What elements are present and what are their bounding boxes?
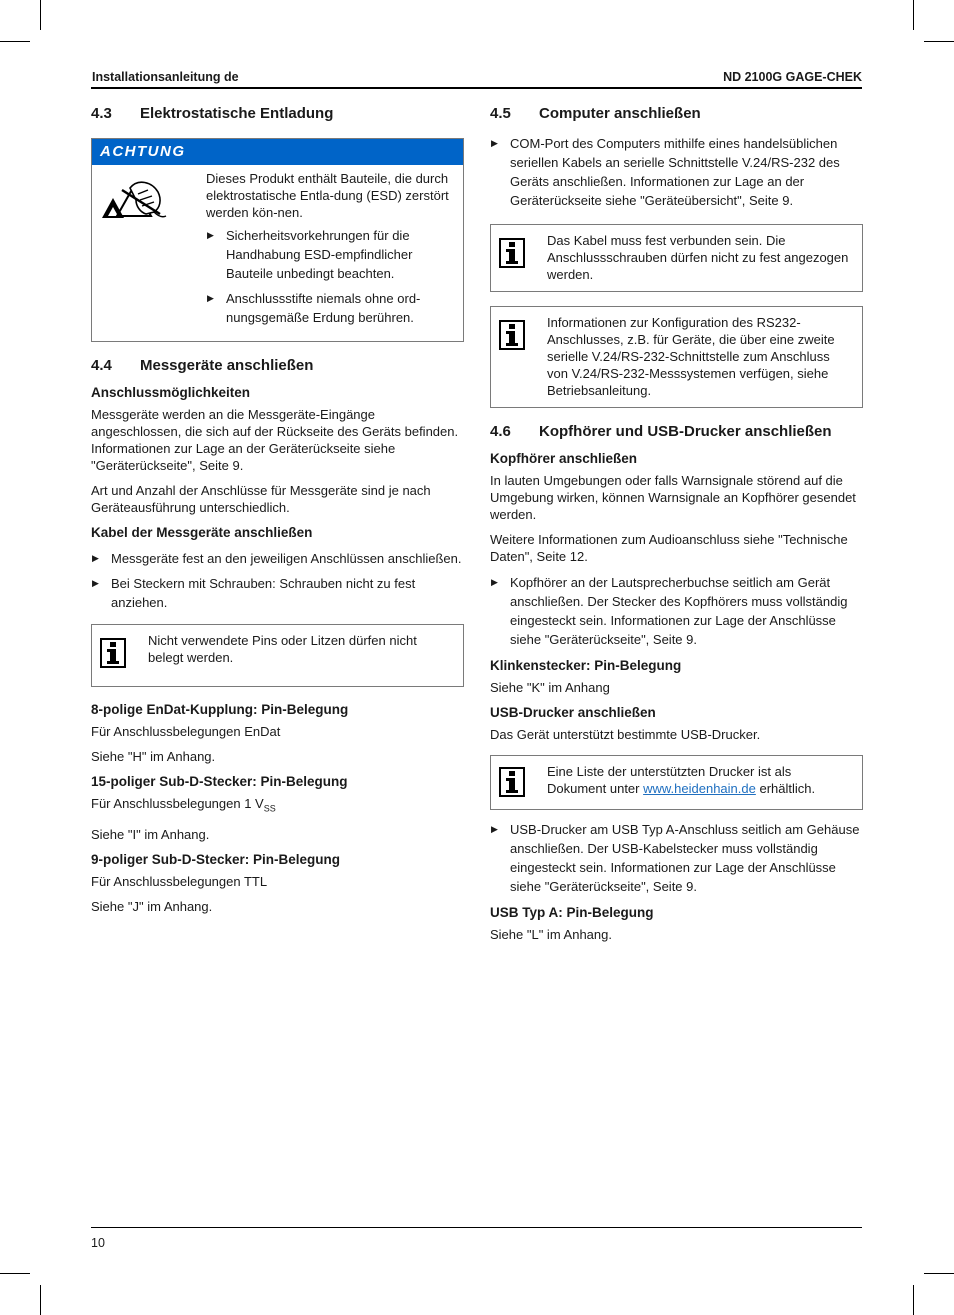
crop-mark bbox=[913, 0, 914, 30]
info-icon bbox=[499, 314, 547, 399]
section-number: 4.3 bbox=[91, 105, 112, 122]
list-item: ▶ COM-Port des Computers mithilfe eines handelsüblichen seriellen Kabels an serielle Schnittstelle V.24/RS-232 des Geräts anschließen. Informationen zur Lage an der Geräterückseite siehe "Geräteübersicht", Seite 9. bbox=[490, 134, 863, 210]
crop-mark bbox=[40, 0, 41, 30]
section-title: Elektrostatische Entladung bbox=[140, 105, 334, 122]
warning-text: Dieses Produkt enthält Bauteile, die durch elektrostatische Entla-dung (ESD) zerstört werden kön-nen. bbox=[206, 171, 449, 220]
header-product-name: ND 2100G GAGE-CHEK bbox=[723, 70, 862, 84]
info-icon bbox=[499, 232, 547, 283]
list-item: ▶ Bei Steckern mit Schrauben: Schrauben nicht zu fest anziehen. bbox=[91, 574, 464, 612]
section-number: 4.4 bbox=[91, 357, 112, 374]
crop-mark bbox=[924, 41, 954, 42]
paragraph: In lauten Umgebungen oder falls Warnsignale störend auf die Umgebung wirken, können Warnsignale an Kopfhörer gesendet werden. bbox=[490, 473, 856, 522]
esd-warning-icon bbox=[100, 170, 206, 333]
paragraph: Siehe "L" im Anhang. bbox=[490, 927, 612, 942]
subheading: USB Typ A: Pin-Belegung bbox=[490, 905, 654, 920]
left-column bbox=[91, 104, 464, 923]
info-text-part: Eine Liste der unterstützten Drucker ist als Dokument unter bbox=[547, 764, 792, 796]
list-item: ▶ Kopfhörer an der Lautsprecherbuchse seitlich am Gerät anschließen. Der Stecker des Kopfhörers muss vollständig eingesteckt sein. Informationen zur Lage der Anschlüsse siehe "Geräterückseite", Seite 9. bbox=[490, 573, 863, 649]
crop-mark bbox=[913, 1285, 914, 1315]
section-heading-4-3 bbox=[91, 104, 464, 124]
info-box bbox=[490, 306, 863, 408]
page-header bbox=[91, 68, 862, 89]
subscript: SS bbox=[263, 803, 276, 814]
page-number: 10 bbox=[91, 1236, 105, 1250]
section-heading-4-6 bbox=[490, 422, 863, 442]
info-text-part: erhältlich. bbox=[755, 781, 816, 796]
paragraph: Messgeräte werden an die Messgeräte-Eingänge angeschlossen, die sich auf der Rückseite des Geräts befinden. Informationen zur Lage an der Geräterückseite siehe "Geräterückseite", Seite 9. bbox=[91, 407, 459, 473]
info-icon bbox=[100, 632, 148, 678]
subheading: Kopfhörer anschließen bbox=[490, 451, 638, 466]
subheading: Kabel der Messgeräte anschließen bbox=[91, 525, 313, 540]
paragraph: Für Anschlussbelegungen TTL bbox=[91, 873, 268, 889]
paragraph: Für Anschlussbelegungen EnDat bbox=[91, 724, 281, 739]
subheading: Anschlussmöglichkeiten bbox=[91, 385, 251, 400]
section-title: Messgeräte anschließen bbox=[140, 357, 314, 374]
info-box bbox=[490, 755, 863, 810]
header-doc-title: Installationsanleitung de bbox=[92, 70, 239, 84]
crop-mark bbox=[40, 1285, 41, 1315]
section-heading-4-5 bbox=[490, 104, 863, 124]
right-column bbox=[490, 104, 863, 951]
heidenhain-link[interactable]: www.heidenhain.de bbox=[643, 781, 756, 796]
warning-box bbox=[91, 138, 464, 342]
info-box bbox=[91, 624, 464, 687]
info-icon bbox=[499, 763, 547, 801]
info-text bbox=[547, 763, 854, 801]
section-number: 4.6 bbox=[490, 423, 511, 440]
info-text: Das Kabel muss fest verbunden sein. Die Anschlussschrauben dürfen nicht zu fest angezogen werden. bbox=[547, 233, 849, 282]
subheading: 15-poliger Sub-D-Stecker: Pin-Belegung bbox=[91, 774, 348, 789]
warning-title: ACHTUNG bbox=[92, 139, 463, 165]
footer-divider bbox=[91, 1227, 862, 1228]
info-text: Nicht verwendete Pins oder Litzen dürfen nicht belegt werden. bbox=[148, 633, 417, 665]
paragraph: Siehe "I" im Anhang. bbox=[91, 826, 210, 842]
paragraph: Das Gerät unterstützt bestimmte USB-Drucker. bbox=[490, 727, 761, 742]
list-item: ▶ USB-Drucker am USB Typ A-Anschluss seitlich am Gehäuse anschließen. Der USB-Kabelstecker muss vollständig eingesteckt sein. Informationen zur Lage der Anschlüsse siehe "Geräterückseite", Seite 9. bbox=[490, 820, 863, 896]
subheading: 9-poliger Sub-D-Stecker: Pin-Belegung bbox=[91, 851, 341, 867]
paragraph bbox=[91, 795, 464, 818]
crop-mark bbox=[0, 41, 30, 42]
crop-mark bbox=[0, 1273, 30, 1274]
paragraph: Siehe "K" im Anhang bbox=[490, 680, 610, 695]
crop-mark bbox=[924, 1273, 954, 1274]
subheading: 8-polige EnDat-Kupplung: Pin-Belegung bbox=[91, 702, 349, 717]
info-text: Informationen zur Konfiguration des RS232-Anschlusses, z.B. für Geräte, die über eine zweite serielle V.24/RS-232-Schnittstelle zum Anschluss von V.24/RS-232-Messsystemen verfügen, siehe Betriebsanleitung. bbox=[547, 315, 835, 398]
list-item: ▶ Anschlussstifte niemals ohne ord-nungsgemäße Erdung berühren. bbox=[206, 289, 455, 327]
paragraph: Siehe "H" im Anhang. bbox=[91, 749, 216, 764]
list-item: ▶ Messgeräte fest an den jeweiligen Anschlüssen anschließen. bbox=[91, 549, 464, 568]
section-number: 4.5 bbox=[490, 105, 511, 122]
list-item: ▶ Sicherheitsvorkehrungen für die Handhabung ESD-empfindlicher Bauteile unbedingt beachten. bbox=[206, 226, 455, 283]
section-title: Computer anschließen bbox=[539, 105, 701, 122]
paragraph: Weitere Informationen zum Audioanschluss siehe "Technische Daten", Seite 12. bbox=[490, 532, 848, 564]
paragraph-text: Für Anschlussbelegungen 1 V bbox=[91, 796, 264, 811]
section-heading-4-4 bbox=[91, 356, 464, 376]
paragraph: Siehe "J" im Anhang. bbox=[91, 898, 213, 914]
info-box bbox=[490, 224, 863, 292]
subheading: USB-Drucker anschließen bbox=[490, 705, 656, 720]
subheading: Klinkenstecker: Pin-Belegung bbox=[490, 658, 682, 673]
section-title: Kopfhörer und USB-Drucker anschließen bbox=[539, 423, 832, 440]
paragraph: Art und Anzahl der Anschlüsse für Messgeräte sind je nach Geräteausführung unterschiedlich. bbox=[91, 483, 431, 515]
